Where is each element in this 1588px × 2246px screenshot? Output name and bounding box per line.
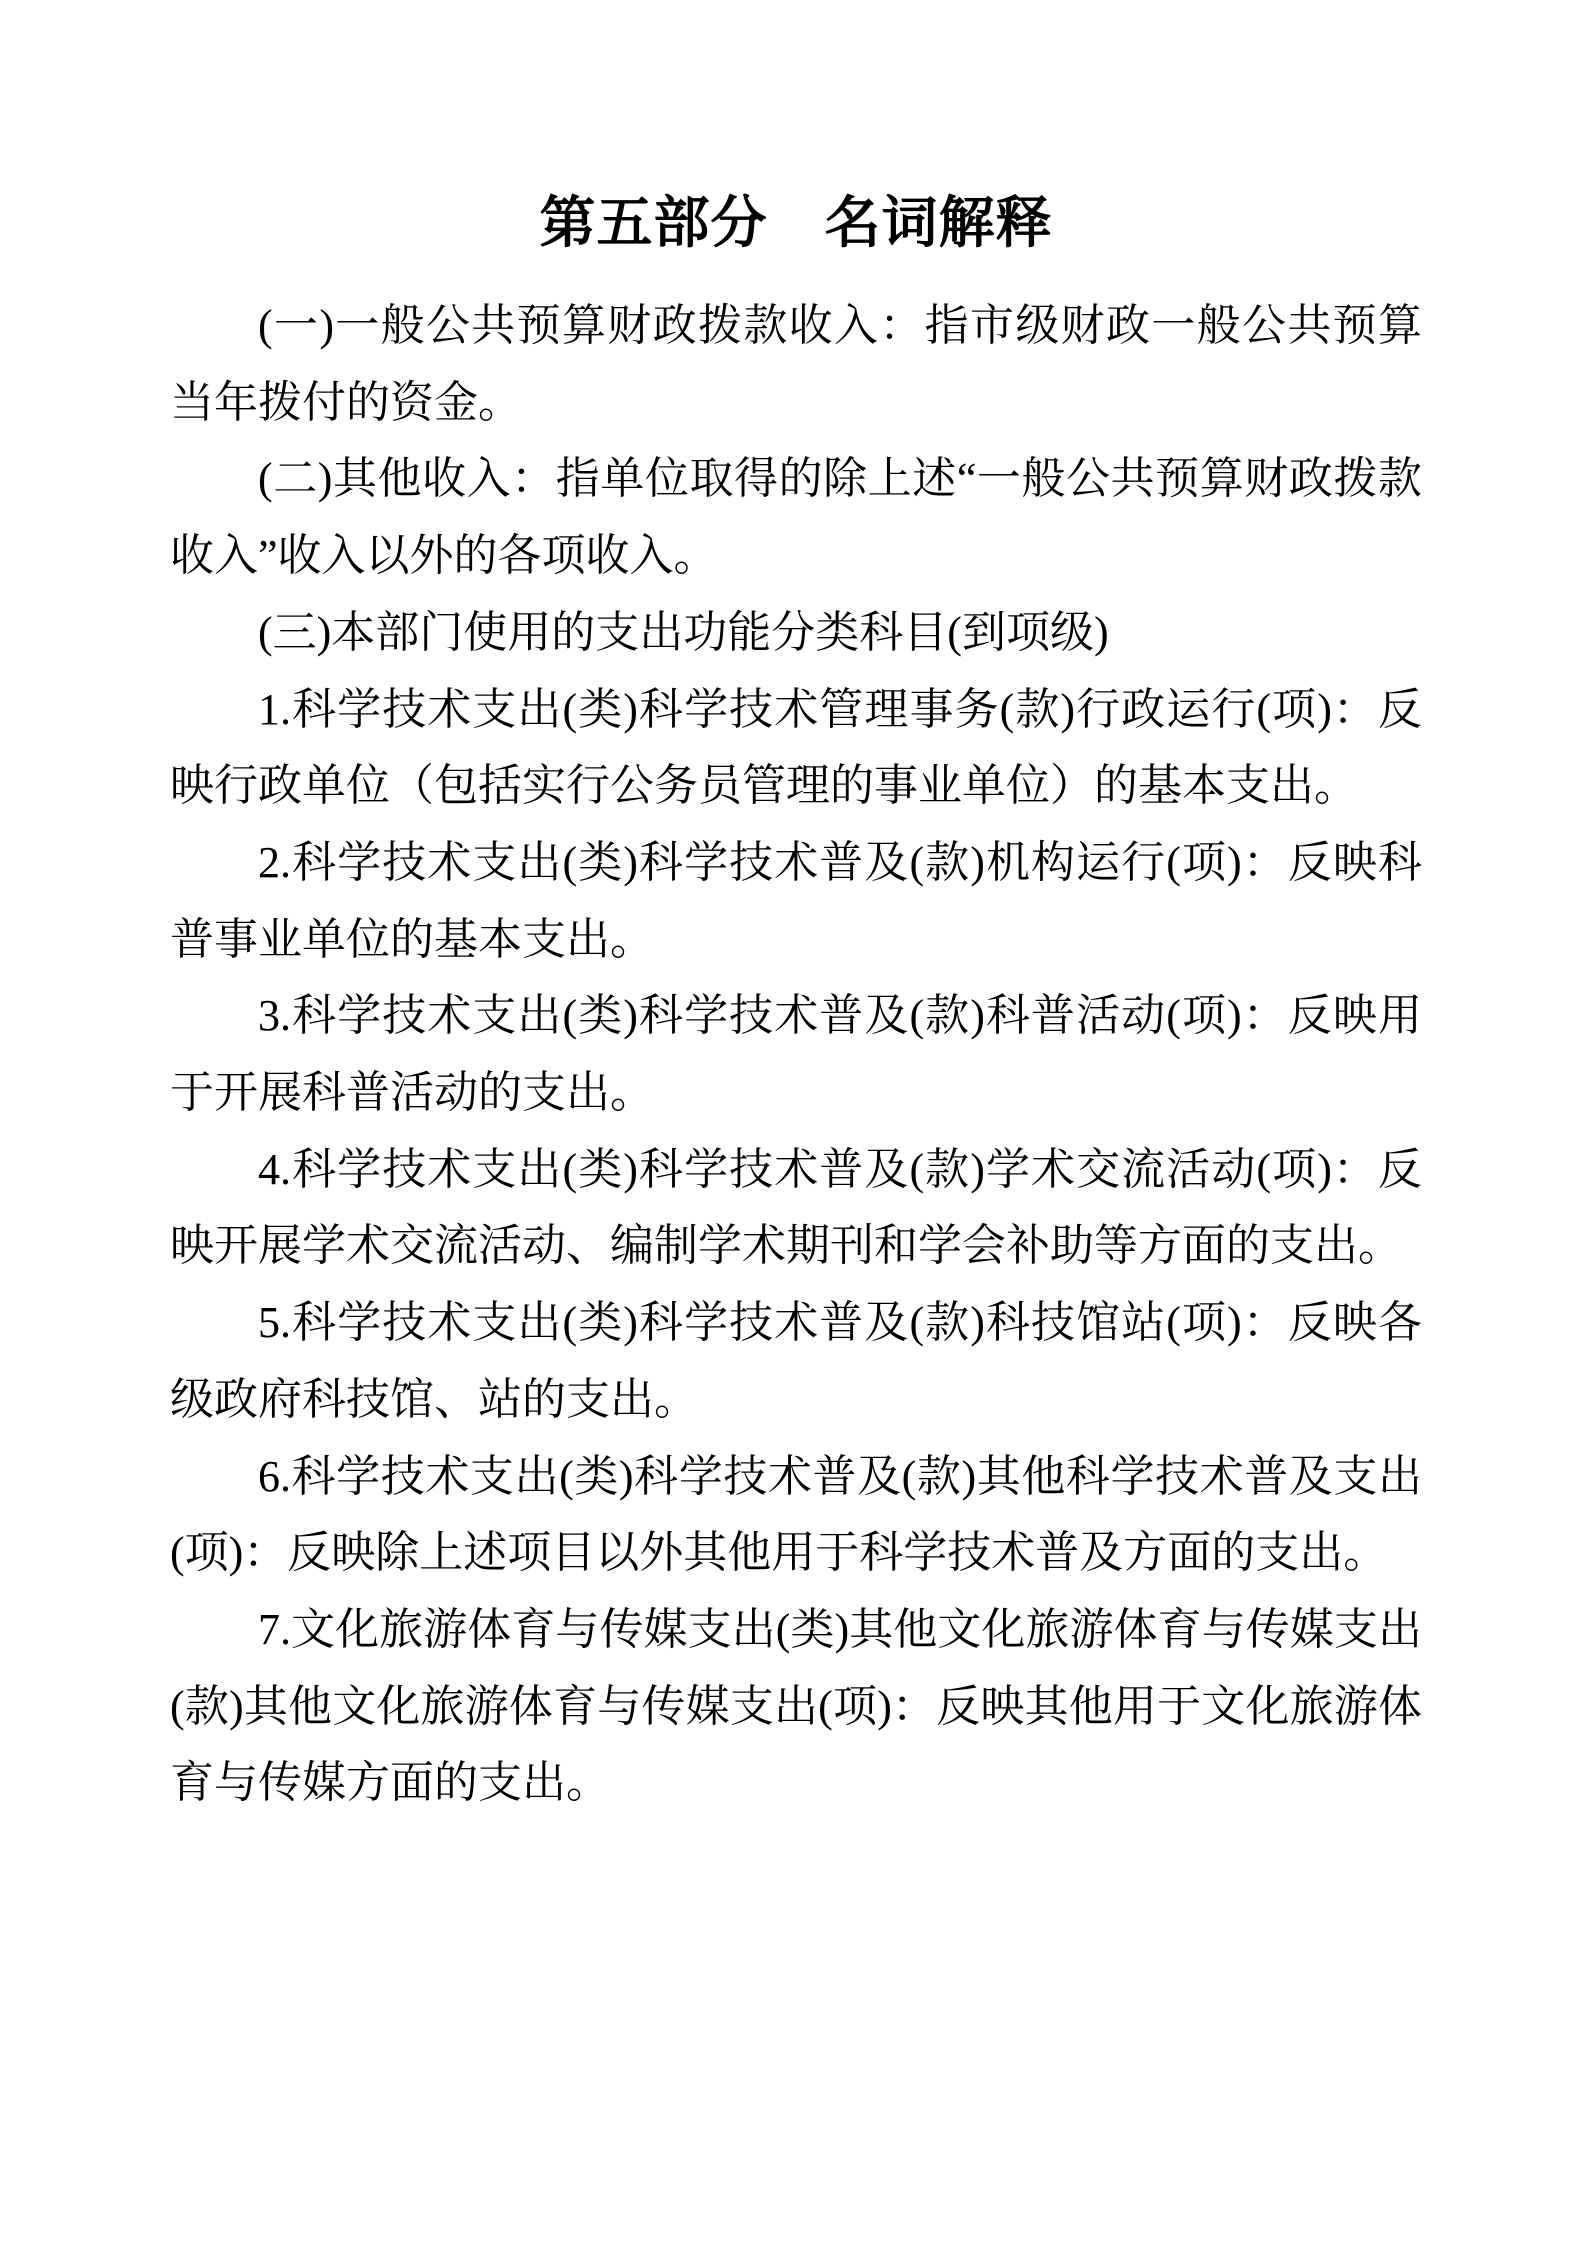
paragraph-item-6-other-science-popularization: 6.科学技术支出(类)科学技术普及(款)其他科学技术普及支出(项)：反映除上述项目以外其他用于科学技术普及方面的支出。 [170,1451,1422,1578]
paragraph-item-5-science-museum-stations: 5.科学技术支出(类)科学技术普及(款)科技馆站(项)：反映各级政府科技馆、站的支出。 [170,1298,1422,1424]
paragraph-item-2-institution-operation: 2.科学技术支出(类)科学技术普及(款)机构运行(项)：反映科普事业单位的基本支出。 [170,837,1422,964]
page-title: 第五部分 名词解释 [539,191,1053,256]
paragraph-item-4-academic-exchange: 4.科学技术支出(类)科学技术普及(款)学术交流活动(项)：反映开展学术交流活动、编制学术期刊和学会补助等方面的支出。 [170,1144,1422,1271]
document-body [170,288,1422,1822]
paragraph-item-7-culture-tourism-sports-media: 7.文化旅游体育与传媒支出(类)其他文化旅游体育与传媒支出(款)其他文化旅游体育与传媒支出(项)：反映其他用于文化旅游体育与传媒方面的支出。 [170,1604,1422,1808]
paragraph-item-1-admin-operation: 1.科学技术支出(类)科学技术管理事务(款)行政运行(项)：反映行政单位（包括实行公务员管理的事业单位）的基本支出。 [170,684,1422,811]
paragraph-definition-general-budget-income: (一)一般公共预算财政拨款收入：指市级财政一般公共预算当年拨付的资金。 [170,301,1422,427]
paragraph-definition-other-income: (二)其他收入：指单位取得的除上述“一般公共预算财政拨款收入”收入以外的各项收入。 [170,454,1422,581]
paragraph-item-3-science-popularization-activities: 3.科学技术支出(类)科学技术普及(款)科普活动(项)：反映用于开展科普活动的支出。 [170,991,1422,1118]
paragraph-expenditure-classification-heading: (三)本部门使用的支出功能分类科目(到项级) [258,607,1109,657]
